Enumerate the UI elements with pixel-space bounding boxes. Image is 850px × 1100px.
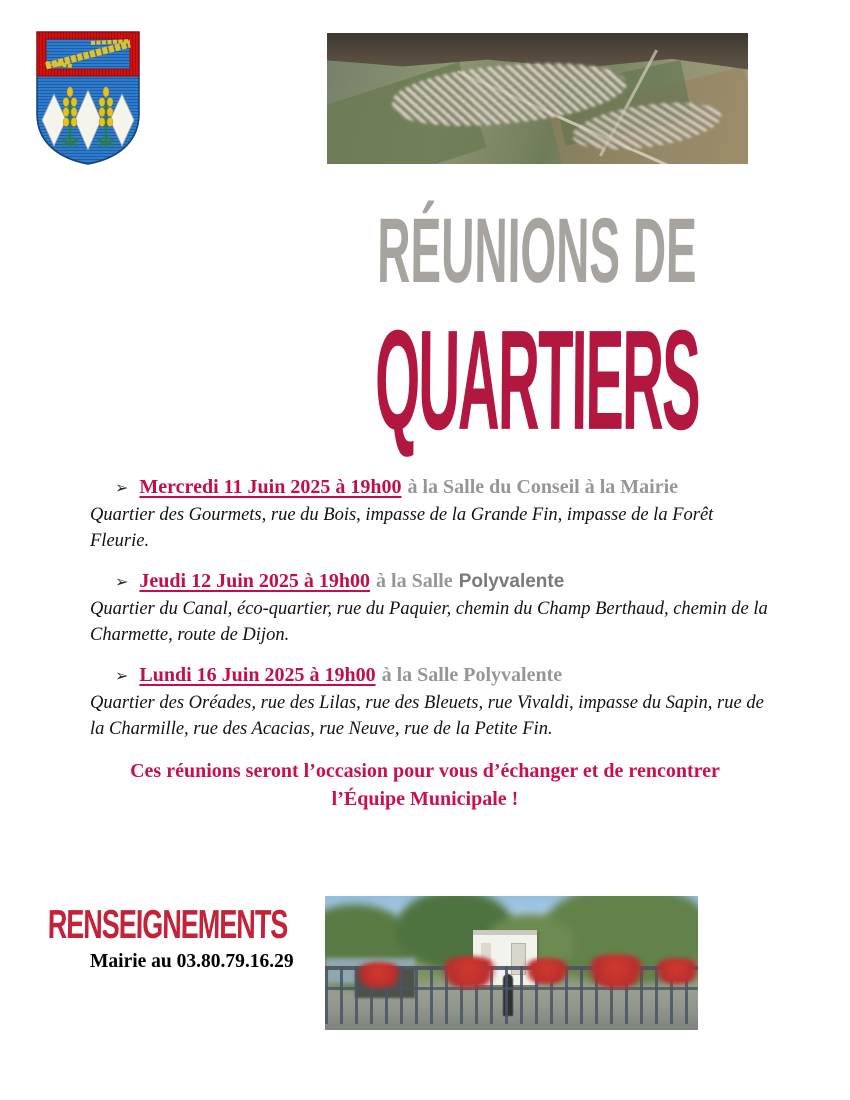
flower-basket [521,958,573,984]
flower-basket [353,962,405,988]
meeting-streets: Quartier des Oréades, rue des Lilas, rue des Bleuets, rue Vivaldi, impasse du Sapin, rue de la Charmille, rue des Acacias, rue Neuve, rue de la Petite Fin. [90,693,764,739]
canal-park-photo [325,896,698,1030]
headline-line1: RÉUNIONS DE [376,198,698,302]
flower-basket [437,956,501,988]
closing-message [0,757,850,813]
arrow-bullet-icon: ➢ [115,478,129,497]
flower-basket [583,954,649,988]
meeting-location: à la Salle du Conseil à la Mairie [407,476,679,498]
meeting-entry [90,662,772,742]
coat-of-arms-graphic [33,30,143,166]
arrow-bullet-icon: ➢ [115,666,129,685]
headline-line2: QUARTIERS [374,301,700,461]
meeting-heading [90,474,772,501]
headline [327,0,748,461]
coat-of-arms-icon [33,30,143,166]
info-heading: RENSEIGNEMENTS [47,902,288,947]
arrow-bullet-icon: ➢ [115,572,129,591]
meeting-location: à la Salle [376,570,453,592]
meeting-location: à la Salle Polyvalente [381,664,563,686]
meeting-streets: Quartier du Canal, éco-quartier, rue du Paquier, chemin du Champ Berthaud, chemin de la Charmette, route de Dijon. [90,599,768,645]
meeting-date: Jeudi 12 Juin 2025 à 19h00 [139,570,371,592]
meeting-entry [90,568,772,648]
meeting-date: Lundi 16 Juin 2025 à 19h00 [139,664,376,686]
meeting-entry [90,474,772,554]
phone-line: Mairie au 03.80.79.16.29 [90,951,294,972]
meeting-location-highlight: Polyvalente [458,571,565,592]
meeting-date: Mercredi 11 Juin 2025 à 19h00 [139,476,402,498]
closing-line2: l’Équipe Municipale ! [331,788,519,810]
meeting-streets: Quartier des Gourmets, rue du Bois, impasse de la Grande Fin, impasse de la Forêt Fleurie. [90,505,714,551]
meeting-heading [90,568,772,595]
meetings-list [90,474,772,756]
closing-line1: Ces réunions seront l’occasion pour vous d’échanger et de rencontrer [130,760,720,782]
meeting-heading [90,662,772,689]
flower-basket [651,958,698,984]
